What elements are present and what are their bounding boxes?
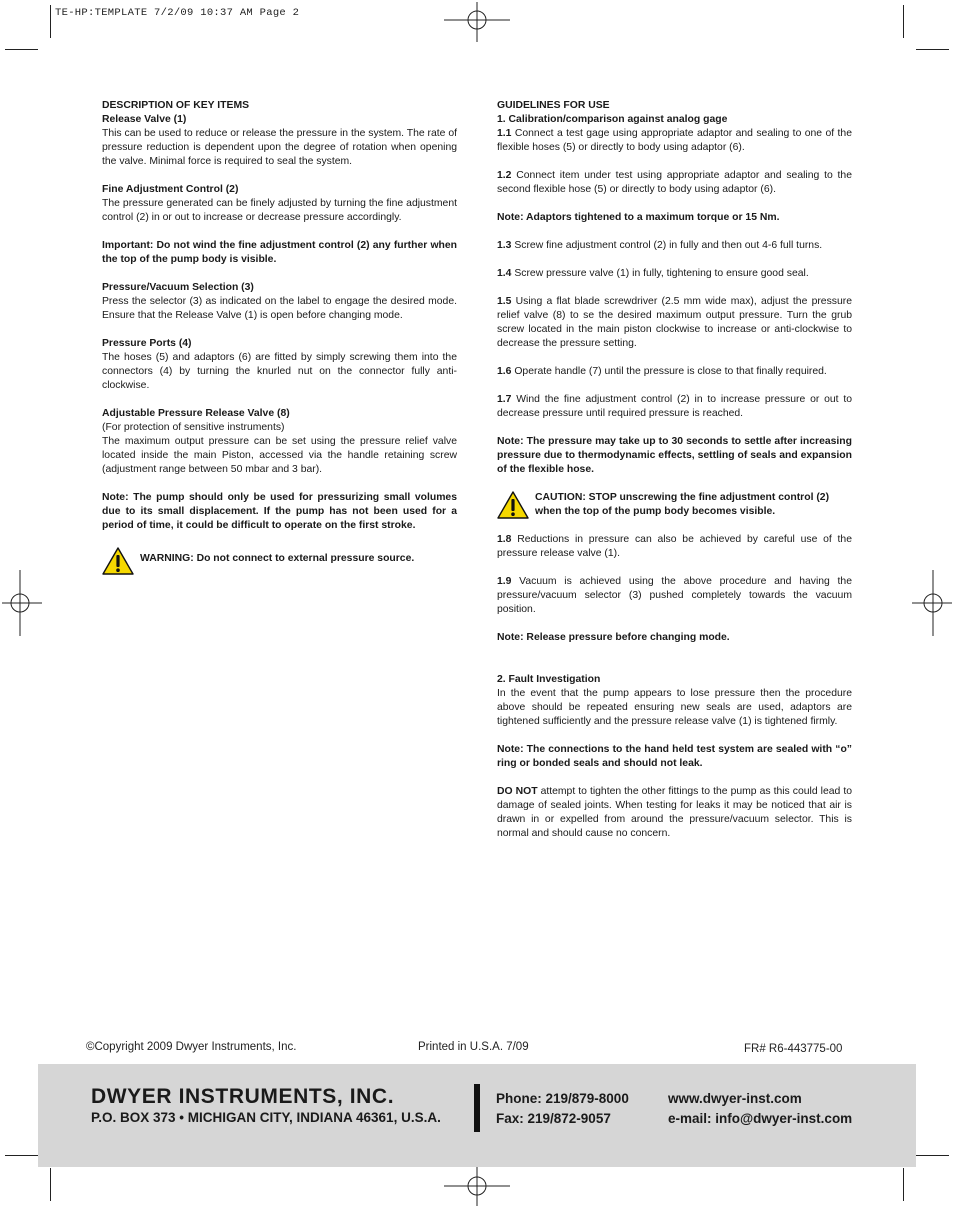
step-text: Using a flat blade screwdriver (2.5 mm wide max), adjust the pressure relief valve (8) to se the desired maximum output pressure. Turn the grub screw located in the main piston clockwise to increase or anti-clockwise to decrease the pressure setting.	[497, 296, 852, 349]
website-link[interactable]: www.dwyer-inst.com	[668, 1091, 802, 1106]
fault-section	[497, 673, 852, 729]
step-text: Screw fine adjustment control (2) in fully and then out 4-6 full turns.	[511, 240, 823, 251]
pressure-vacuum-text: Press the selector (3) as indicated on the label to engage the desired mode. Ensure that the Release Valve (1) is open before changing mode.	[102, 296, 457, 321]
release-valve-section	[102, 99, 457, 169]
company-name: DWYER INSTRUMENTS, INC.	[91, 1085, 395, 1108]
caution-block	[497, 491, 852, 519]
step-1-9	[497, 575, 852, 617]
guidelines-intro	[497, 99, 852, 155]
step-1-5	[497, 295, 852, 351]
pressure-vacuum-section	[102, 281, 457, 323]
do-not-label: DO NOT	[497, 786, 538, 797]
fax-number: Fax: 219/872-9057	[496, 1111, 611, 1126]
important-note: Important: Do not wind the fine adjustment control (2) any further when the top of the pump body is visible.	[102, 240, 457, 265]
copyright: ©Copyright 2009 Dwyer Instruments, Inc.	[86, 1041, 297, 1053]
company-address: P.O. BOX 373 • MICHIGAN CITY, INDIANA 46361, U.S.A.	[91, 1110, 441, 1125]
step-number: 1.5	[497, 296, 512, 307]
caution-text: CAUTION: STOP unscrewing the fine adjustment control (2) when the top of the pump body becomes visible.	[535, 492, 830, 517]
step-text: Wind the fine adjustment control (2) in to increase pressure or out to decrease pressure until required pressure is reached.	[497, 394, 852, 419]
do-not-paragraph	[497, 785, 852, 841]
registration-mark-bottom-icon	[444, 1167, 510, 1206]
release-valve-text: This can be used to reduce or release the pressure in the system. The rate of pressure reduction is dependent upon the degree of rotation when opening the valve. Minimal force is required to seal the system.	[102, 128, 458, 167]
step-number: 1.1	[497, 128, 512, 139]
step-number: 1.8	[497, 534, 512, 545]
fine-adjustment-title: Fine Adjustment Control (2)	[102, 184, 239, 195]
step-1-7	[497, 393, 852, 421]
release-valve-8-subtitle: (For protection of sensitive instruments)	[102, 422, 285, 433]
calibration-subheading: 1. Calibration/comparison against analog gage	[497, 114, 728, 125]
guidelines-heading: GUIDELINES FOR USE	[497, 100, 610, 111]
step-number: 1.2	[497, 170, 512, 181]
warning-icon	[102, 547, 134, 575]
release-valve-8-section	[102, 407, 457, 477]
warning-text: WARNING: Do not connect to external pressure source.	[140, 553, 415, 564]
seal-note: Note: The connections to the hand held test system are sealed with “o” ring or bonded seals and should not leak.	[497, 744, 852, 769]
step-text: Reductions in pressure can also be achieved by careful use of the pressure release valve (1).	[497, 534, 852, 559]
step-number: 1.7	[497, 394, 512, 405]
step-text: Connect item under test using appropriate adaptor and sealing to the second flexible hose (5) or directly to body using adaptor (6).	[497, 170, 852, 195]
torque-note: Note: Adaptors tightened to a maximum torque or 15 Nm.	[497, 212, 780, 223]
release-valve-8-text: The maximum output pressure can be set using the pressure relief valve located inside the main Piston, accessed via the handle retaining screw (adjustment range between 50 mbar and 3 bar).	[102, 436, 457, 475]
fault-text: In the event that the pump appears to lose pressure then the procedure above should be repeated ensuring new seals are used, adaptors are tightened sufficiently and the pressure release valve (1) is tightened firmly.	[497, 688, 852, 727]
step-text: Operate handle (7) until the pressure is close to that finally required.	[511, 366, 827, 377]
divider-bar	[474, 1084, 480, 1132]
printed-in: Printed in U.S.A. 7/09	[418, 1041, 529, 1053]
caution-icon	[497, 491, 529, 519]
fine-adjustment-section	[102, 183, 457, 225]
step-1-6	[497, 365, 852, 379]
pressure-ports-section	[102, 337, 457, 393]
pressure-vacuum-title: Pressure/Vacuum Selection (3)	[102, 282, 254, 293]
step-text: Vacuum is achieved using the above procedure and having the pressure/vacuum selector (3) pushed completely towards the vacuum position.	[497, 576, 852, 615]
step-number: 1.4	[497, 268, 512, 279]
registration-mark-left-icon	[2, 570, 42, 636]
settle-note: Note: The pressure may take up to 30 seconds to settle after increasing pressure due to thermodynamic effects, settling of seals and expansion of the flexible hose.	[497, 436, 852, 475]
pump-note: Note: The pump should only be used for pressurizing small volumes due to its small displacement. If the pump has not been used for a period of time, it could be difficult to operate on the first stroke.	[102, 492, 457, 531]
print-slug: TE-HP:TEMPLATE 7/2/09 10:37 AM Page 2	[55, 7, 300, 19]
step-number: 1.6	[497, 366, 512, 377]
do-not-text: attempt to tighten the other fittings to the pump as this could lead to damage of sealed joints. When testing for leaks it may be noticed that air is drawn in or expelled from around the pressure/vacuum selector. This is normal and should cause no concern.	[497, 786, 852, 839]
form-number: FR# R6-443775-00	[744, 1043, 843, 1055]
registration-mark-right-icon	[912, 570, 952, 636]
step-1-4	[497, 267, 852, 281]
step-1-3	[497, 239, 852, 253]
release-valve-8-title: Adjustable Pressure Release Valve (8)	[102, 408, 290, 419]
phone-number: Phone: 219/879-8000	[496, 1091, 629, 1106]
pressure-ports-title: Pressure Ports (4)	[102, 338, 192, 349]
step-number: 1.3	[497, 240, 512, 251]
step-1-2	[497, 169, 852, 197]
section-heading: DESCRIPTION OF KEY ITEMS	[102, 100, 250, 111]
warning-block	[102, 547, 457, 575]
guidelines-column	[497, 99, 852, 855]
registration-mark-top-icon	[444, 2, 510, 42]
contact-band	[38, 1064, 916, 1167]
release-note: Note: Release pressure before changing mode.	[497, 632, 730, 643]
fault-subheading: 2. Fault Investigation	[497, 674, 601, 685]
fine-adjustment-text: The pressure generated can be finely adjusted by turning the fine adjustment control (2) in or out to increase or decrease pressure accordingly.	[102, 198, 457, 223]
key-items-column	[102, 99, 457, 589]
email-link[interactable]: e-mail: info@dwyer-inst.com	[668, 1111, 853, 1126]
step-1-8	[497, 533, 852, 561]
pressure-ports-text: The hoses (5) and adaptors (6) are fitted by simply screwing them into the connectors (4) by turning the knurled nut on the connector fully anti-clockwise.	[102, 352, 457, 391]
step-1-1-text: Connect a test gage using appropriate adaptor and sealing to one of the flexible hoses (5) or directly to body using adaptor (6).	[497, 128, 852, 153]
step-text: Screw pressure valve (1) in fully, tightening to ensure good seal.	[511, 268, 809, 279]
step-number: 1.9	[497, 576, 512, 587]
release-valve-title: Release Valve (1)	[102, 114, 187, 125]
